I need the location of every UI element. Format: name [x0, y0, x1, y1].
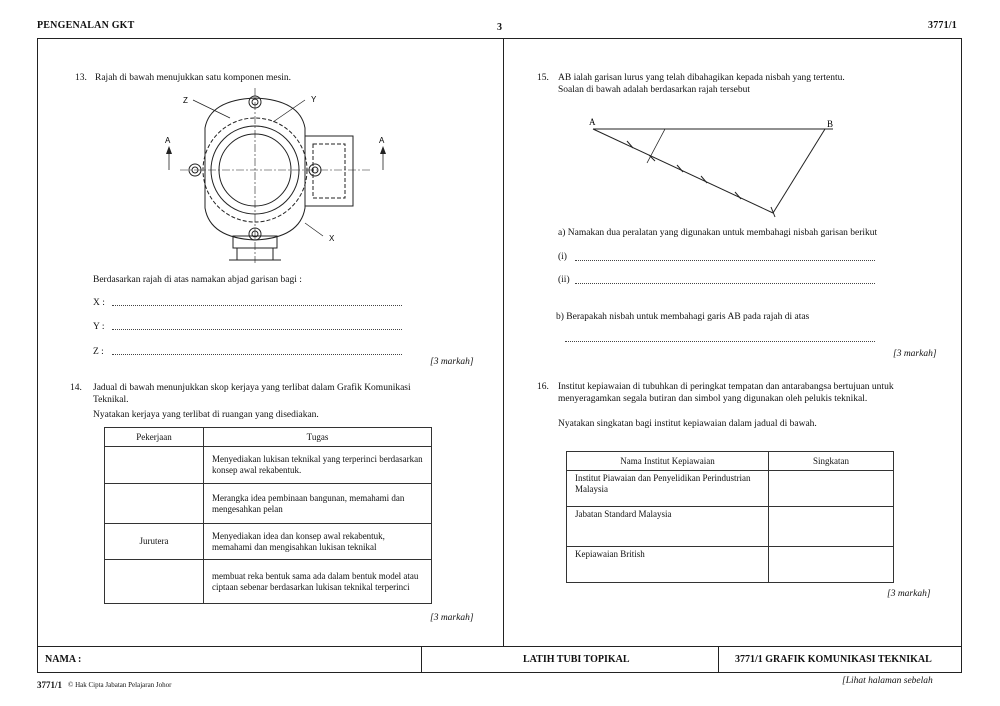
footer-divider: [421, 647, 422, 672]
q16-instruction: Nyatakan singkatan bagi institut kepiawaian dalam jadual di bawah.: [558, 419, 817, 429]
q13-row-x: X :: [93, 298, 105, 308]
label-y: Y: [311, 95, 317, 104]
q14-job-cell[interactable]: [105, 484, 204, 524]
q14-task-cell: Menyediakan idea dan konsep awal rekabentuk, memahami dan mengisahkan lukisan teknikal: [204, 524, 432, 560]
q15-sub-ii: (ii): [558, 275, 570, 285]
q16-name-cell: Kepiawaian British: [567, 547, 769, 583]
q15-marks: [3 markah]: [893, 349, 937, 359]
footer-code: 3771/1: [37, 680, 63, 690]
q16-abbr-cell[interactable]: [769, 507, 894, 547]
q16-header-abbr: Singkatan: [769, 452, 894, 471]
column-divider: [503, 38, 504, 647]
q14-header-job: Pekerjaan: [105, 428, 204, 447]
footer-name-label: NAMA :: [45, 654, 82, 665]
q13-prompt: Berdasarkan rajah di atas namakan abjad garisan bagi :: [93, 275, 302, 285]
q13-answer-y[interactable]: [112, 329, 402, 330]
line-division-diagram: [585, 113, 845, 223]
q16-text-line2: menyeragamkan segala butiran dan simbol yang digunakan oleh pelukis teknikal.: [558, 394, 868, 404]
q14-marks: [3 markah]: [430, 613, 474, 623]
q16-header-name: Nama Institut Kepiawaian: [567, 452, 769, 471]
q13-marks: [3 markah]: [430, 357, 474, 367]
q14-job-cell[interactable]: [105, 447, 204, 484]
q16-abbr-cell[interactable]: [769, 471, 894, 507]
label-x: X: [329, 234, 335, 243]
q13-row-z: Z :: [93, 347, 104, 357]
header-subject: PENGENALAN GKT: [37, 20, 135, 31]
q14-job-cell: Jurutera: [105, 524, 204, 560]
q14-instruction: Nyatakan kerjaya yang terlibat di ruangan yang disediakan.: [93, 410, 319, 420]
page-number: 3: [497, 22, 503, 33]
q15-sub-i: (i): [558, 252, 567, 262]
q16-number: 16.: [537, 382, 549, 392]
footer-divider: [718, 647, 719, 672]
footer-next-page: [Lihat halaman sebelah: [842, 676, 933, 686]
q14-table: [104, 427, 432, 604]
q14-task-cell: Menyediakan lukisan teknikal yang terperinci berdasarkan konsep awal rekabentuk.: [204, 447, 432, 484]
q15-answer-b[interactable]: [565, 341, 875, 342]
q15-answer-ii[interactable]: [575, 283, 875, 284]
header-code: 3771/1: [928, 20, 957, 31]
footer-bar: [37, 647, 962, 673]
label-a-right: A: [379, 136, 385, 145]
q14-job-cell[interactable]: [105, 560, 204, 604]
q15-answer-i[interactable]: [575, 260, 875, 261]
q14-task-cell: Merangka idea pembinaan bangunan, memahami dan mengesahkan pelan: [204, 484, 432, 524]
label-z: Z: [183, 96, 188, 105]
footer-copyright: © Hak Cipta Jabatan Pelajaran Johor: [68, 681, 172, 689]
label-point-a: A: [589, 117, 596, 127]
q16-table: [566, 451, 894, 583]
q14-text-line2: Teknikal.: [93, 395, 129, 405]
q14-task-cell: membuat reka bentuk sama ada dalam bentuk model atau ciptaan sebenar berdasarkan lukisan teknikal terperinci: [204, 560, 432, 604]
q16-abbr-cell[interactable]: [769, 547, 894, 583]
label-point-b: B: [827, 119, 834, 129]
q15-text-line1: AB ialah garisan lurus yang telah dibahagikan kepada nisbah yang tertentu.: [558, 73, 845, 83]
q13-answer-z[interactable]: [112, 354, 402, 355]
label-a-left: A: [165, 136, 171, 145]
q13-text: Rajah di bawah menujukkan satu komponen mesin.: [95, 73, 292, 83]
q14-text-line1: Jadual di bawah menunjukkan skop kerjaya yang terlibat dalam Grafik Komunikasi: [93, 383, 411, 393]
q15-part-b: b) Berapakah nisbah untuk membahagi garis AB pada rajah di atas: [556, 312, 810, 322]
q13-answer-x[interactable]: [112, 305, 402, 306]
q16-name-cell: Institut Piawaian dan Penyelidikan Perindustrian Malaysia: [567, 471, 769, 507]
footer-subject: 3771/1 GRAFIK KOMUNIKASI TEKNIKAL: [735, 654, 932, 665]
q15-part-a: a) Namakan dua peralatan yang digunakan untuk membahagi nisbah garisan berikut: [558, 228, 878, 238]
q15-text-line2: Soalan di bawah adalah berdasarkan rajah tersebut: [558, 85, 751, 95]
q16-text-line1: Institut kepiawaian di tubuhkan di peringkat tempatan dan antarabangsa bertujuan untuk: [558, 382, 894, 392]
machine-component-drawing: [155, 88, 400, 268]
q14-header-task: Tugas: [204, 428, 432, 447]
q16-marks: [3 markah]: [887, 589, 931, 599]
footer-center-text: LATIH TUBI TOPIKAL: [523, 654, 630, 665]
q16-name-cell: Jabatan Standard Malaysia: [567, 507, 769, 547]
q14-number: 14.: [70, 383, 82, 393]
q15-number: 15.: [537, 73, 549, 83]
q13-number: 13.: [75, 73, 87, 83]
q13-row-y: Y :: [93, 322, 105, 332]
